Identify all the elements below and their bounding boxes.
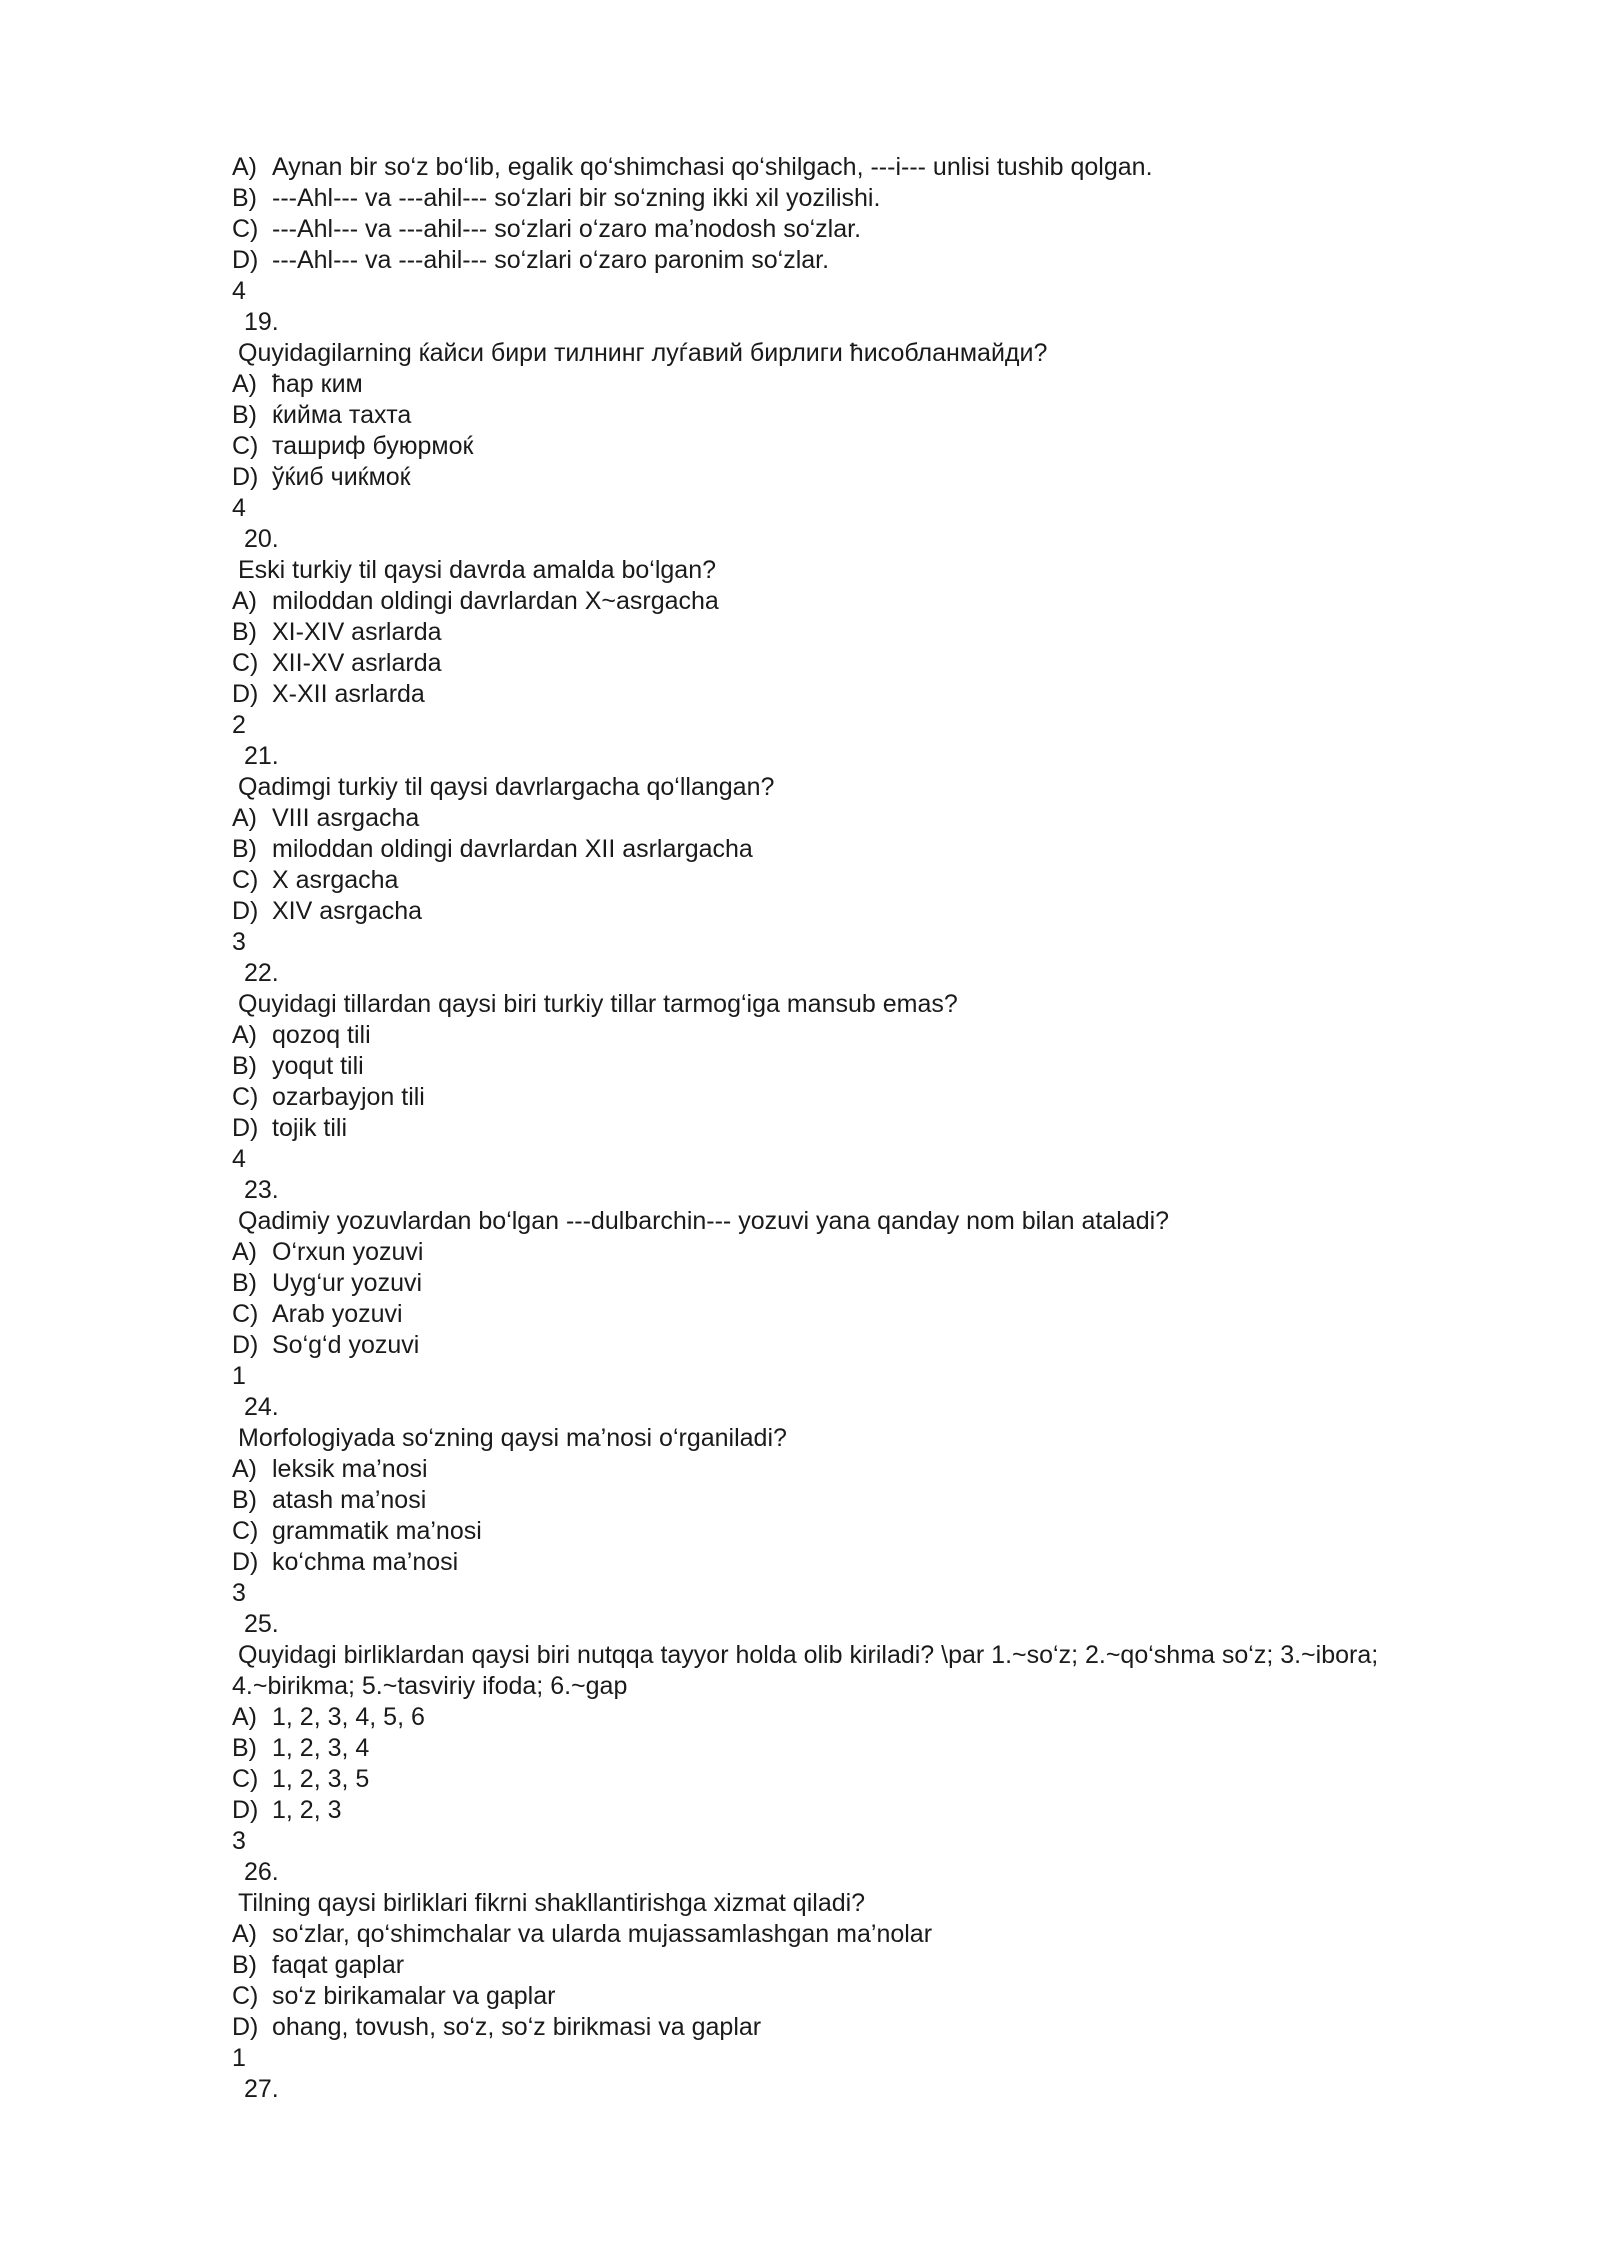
answer-key: 4 <box>232 494 246 522</box>
option-line <box>232 214 1532 245</box>
question-text-continued: 4.~birikma; 5.~tasviriy ifoda; 6.~gap <box>232 1672 628 1700</box>
answer-key: 2 <box>232 711 246 739</box>
option-text: 1, 2, 3 <box>272 1796 342 1824</box>
answer-key: 3 <box>232 1579 246 1607</box>
question-block <box>232 958 1532 1175</box>
option-line <box>232 1547 1532 1578</box>
option-text: atash ma’nosi <box>272 1486 427 1514</box>
option-line <box>232 2012 1532 2043</box>
question-block <box>232 1609 1532 1857</box>
question-number: 26. <box>244 1858 279 1886</box>
option-letter: B) <box>232 1269 257 1297</box>
option-line <box>232 1516 1532 1547</box>
option-text: ---Ahl--- va ---ahil--- so‘zlari o‘zaro paronim so‘zlar. <box>272 246 830 274</box>
option-letter: D) <box>232 463 259 491</box>
option-text: XI-XIV asrlarda <box>272 618 442 646</box>
option-letter: B) <box>232 1734 257 1762</box>
option-text: VIII asrgacha <box>272 804 420 832</box>
option-line <box>232 679 1532 710</box>
question-text: Quyidagi tillardan qaysi biri turkiy tillar tarmog‘iga mansub emas? <box>238 990 958 1018</box>
answer-key: 3 <box>232 928 246 956</box>
option-text: ozarbayjon tili <box>272 1083 425 1111</box>
option-text: grammatik ma’nosi <box>272 1517 482 1545</box>
option-line <box>232 1919 1532 1950</box>
question-number: 27. <box>244 2075 279 2103</box>
option-line <box>232 1237 1532 1268</box>
question-block <box>232 1392 1532 1609</box>
option-letter: B) <box>232 618 257 646</box>
question-text: Quyidagi birliklardan qaysi biri nutqqa tayyor holda olib kiriladi? \par 1.~so‘z; 2.~qo‘shma so‘z; 3.~ibora; <box>238 1641 1379 1669</box>
document-page <box>232 152 1532 2105</box>
option-line <box>232 834 1532 865</box>
option-line <box>232 1981 1532 2012</box>
option-letter: A) <box>232 1455 257 1483</box>
question-text: Quyidagilarning ќайси бири тилнинг луѓавий бирлиги ћисобланмайди? <box>238 339 1048 367</box>
option-letter: B) <box>232 1052 257 1080</box>
question-number: 22. <box>244 959 279 987</box>
question-number: 19. <box>244 308 279 336</box>
option-line <box>232 865 1532 896</box>
question-block <box>232 307 1532 524</box>
option-line <box>232 1764 1532 1795</box>
question-text: Eski turkiy til qaysi davrda amalda bo‘lgan? <box>238 556 717 584</box>
option-line <box>232 400 1532 431</box>
option-line <box>232 1485 1532 1516</box>
option-text: ---Ahl--- va ---ahil--- so‘zlari bir so‘zning ikki xil yozilishi. <box>272 184 881 212</box>
question-block <box>232 1175 1532 1392</box>
answer-key: 4 <box>232 277 246 305</box>
question-block <box>232 1857 1532 2074</box>
option-text: 1, 2, 3, 4 <box>272 1734 370 1762</box>
option-text: Arab yozuvi <box>272 1300 403 1328</box>
option-text: miloddan oldingi davrlardan X~asrgacha <box>272 587 719 615</box>
option-text: so‘z birikamalar va gaplar <box>272 1982 556 2010</box>
question-number: 24. <box>244 1393 279 1421</box>
option-line <box>232 462 1532 493</box>
question-block <box>232 524 1532 741</box>
option-text: XII-XV asrlarda <box>272 649 442 677</box>
option-line <box>232 1454 1532 1485</box>
option-line <box>232 1020 1532 1051</box>
option-letter: C) <box>232 866 259 894</box>
option-letter: A) <box>232 370 257 398</box>
option-letter: D) <box>232 1548 259 1576</box>
option-text: ---Ahl--- va ---ahil--- so‘zlari o‘zaro ma’nodosh so‘zlar. <box>272 215 862 243</box>
option-letter: A) <box>232 153 257 181</box>
option-letter: C) <box>232 1765 259 1793</box>
option-text: faqat gaplar <box>272 1951 405 1979</box>
option-text: so‘zlar, qo‘shimchalar va ularda mujassamlashgan ma’nolar <box>272 1920 933 1948</box>
option-line <box>232 152 1532 183</box>
option-text: ќийма тахта <box>272 401 412 429</box>
option-text: X asrgacha <box>272 866 399 894</box>
option-line <box>232 1299 1532 1330</box>
intro-block <box>232 152 1532 307</box>
option-line <box>232 648 1532 679</box>
option-letter: A) <box>232 804 257 832</box>
option-text: Aynan bir so‘z bo‘lib, egalik qo‘shimchasi qo‘shilgach, ---i--- unlisi tushib qolgan. <box>272 153 1153 181</box>
option-text: yoqut tili <box>272 1052 364 1080</box>
option-line <box>232 1268 1532 1299</box>
option-letter: D) <box>232 1114 259 1142</box>
answer-key: 4 <box>232 1145 246 1173</box>
option-letter: D) <box>232 680 259 708</box>
option-line <box>232 1113 1532 1144</box>
option-line <box>232 803 1532 834</box>
option-letter: A) <box>232 1238 257 1266</box>
option-text: O‘rxun yozuvi <box>272 1238 424 1266</box>
option-text: ўќиб чиќмоќ <box>272 463 411 491</box>
question-text: Tilning qaysi birliklari fikrni shakllantirishga xizmat qiladi? <box>238 1889 866 1917</box>
option-letter: B) <box>232 1486 257 1514</box>
option-line <box>232 183 1532 214</box>
option-line <box>232 896 1532 927</box>
answer-key: 1 <box>232 1362 246 1390</box>
option-line <box>232 1082 1532 1113</box>
option-letter: A) <box>232 1703 257 1731</box>
option-text: leksik ma’nosi <box>272 1455 428 1483</box>
option-text: 1, 2, 3, 4, 5, 6 <box>272 1703 425 1731</box>
option-letter: B) <box>232 401 257 429</box>
option-line <box>232 617 1532 648</box>
question-block <box>232 741 1532 958</box>
option-line <box>232 1702 1532 1733</box>
option-text: So‘g‘d yozuvi <box>272 1331 420 1359</box>
option-letter: C) <box>232 1982 259 2010</box>
option-letter: D) <box>232 1331 259 1359</box>
option-letter: D) <box>232 897 259 925</box>
option-text: ташриф буюрмоќ <box>272 432 474 460</box>
option-letter: A) <box>232 587 257 615</box>
option-line <box>232 1950 1532 1981</box>
option-line <box>232 369 1532 400</box>
option-text: tojik tili <box>272 1114 348 1142</box>
option-letter: C) <box>232 1083 259 1111</box>
option-text: qozoq tili <box>272 1021 371 1049</box>
option-text: ko‘chma ma’nosi <box>272 1548 459 1576</box>
question-text: Qadimgi turkiy til qaysi davrlargacha qo‘llangan? <box>238 773 775 801</box>
option-line <box>232 586 1532 617</box>
option-letter: A) <box>232 1021 257 1049</box>
option-text: ohang, tovush, so‘z, so‘z birikmasi va gaplar <box>272 2013 762 2041</box>
option-letter: B) <box>232 1951 257 1979</box>
question-number: 23. <box>244 1176 279 1204</box>
option-letter: C) <box>232 649 259 677</box>
option-text: Uyg‘ur yozuvi <box>272 1269 423 1297</box>
option-letter: B) <box>232 184 257 212</box>
question-text: Qadimiy yozuvlardan bo‘lgan ---dulbarchin--- yozuvi yana qanday nom bilan ataladi? <box>238 1207 1170 1235</box>
option-text: ћар ким <box>272 370 363 398</box>
option-line <box>232 431 1532 462</box>
option-text: miloddan oldingi davrlardan XII asrlargacha <box>272 835 753 863</box>
option-line <box>232 1330 1532 1361</box>
option-letter: A) <box>232 1920 257 1948</box>
option-line <box>232 1733 1532 1764</box>
option-letter: B) <box>232 835 257 863</box>
question-number: 21. <box>244 742 279 770</box>
option-text: XIV asrgacha <box>272 897 423 925</box>
question-number: 20. <box>244 525 279 553</box>
option-letter: D) <box>232 246 259 274</box>
answer-key: 3 <box>232 1827 246 1855</box>
option-line <box>232 1051 1532 1082</box>
option-letter: C) <box>232 215 259 243</box>
option-letter: C) <box>232 1517 259 1545</box>
question-number: 25. <box>244 1610 279 1638</box>
answer-key: 1 <box>232 2044 246 2072</box>
option-letter: D) <box>232 1796 259 1824</box>
option-line <box>232 245 1532 276</box>
question-text: Morfologiyada so‘zning qaysi ma’nosi o‘rganiladi? <box>238 1424 787 1452</box>
option-letter: C) <box>232 1300 259 1328</box>
option-line <box>232 1795 1532 1826</box>
option-letter: D) <box>232 2013 259 2041</box>
option-letter: C) <box>232 432 259 460</box>
option-text: 1, 2, 3, 5 <box>272 1765 370 1793</box>
option-text: X-XII asrlarda <box>272 680 425 708</box>
